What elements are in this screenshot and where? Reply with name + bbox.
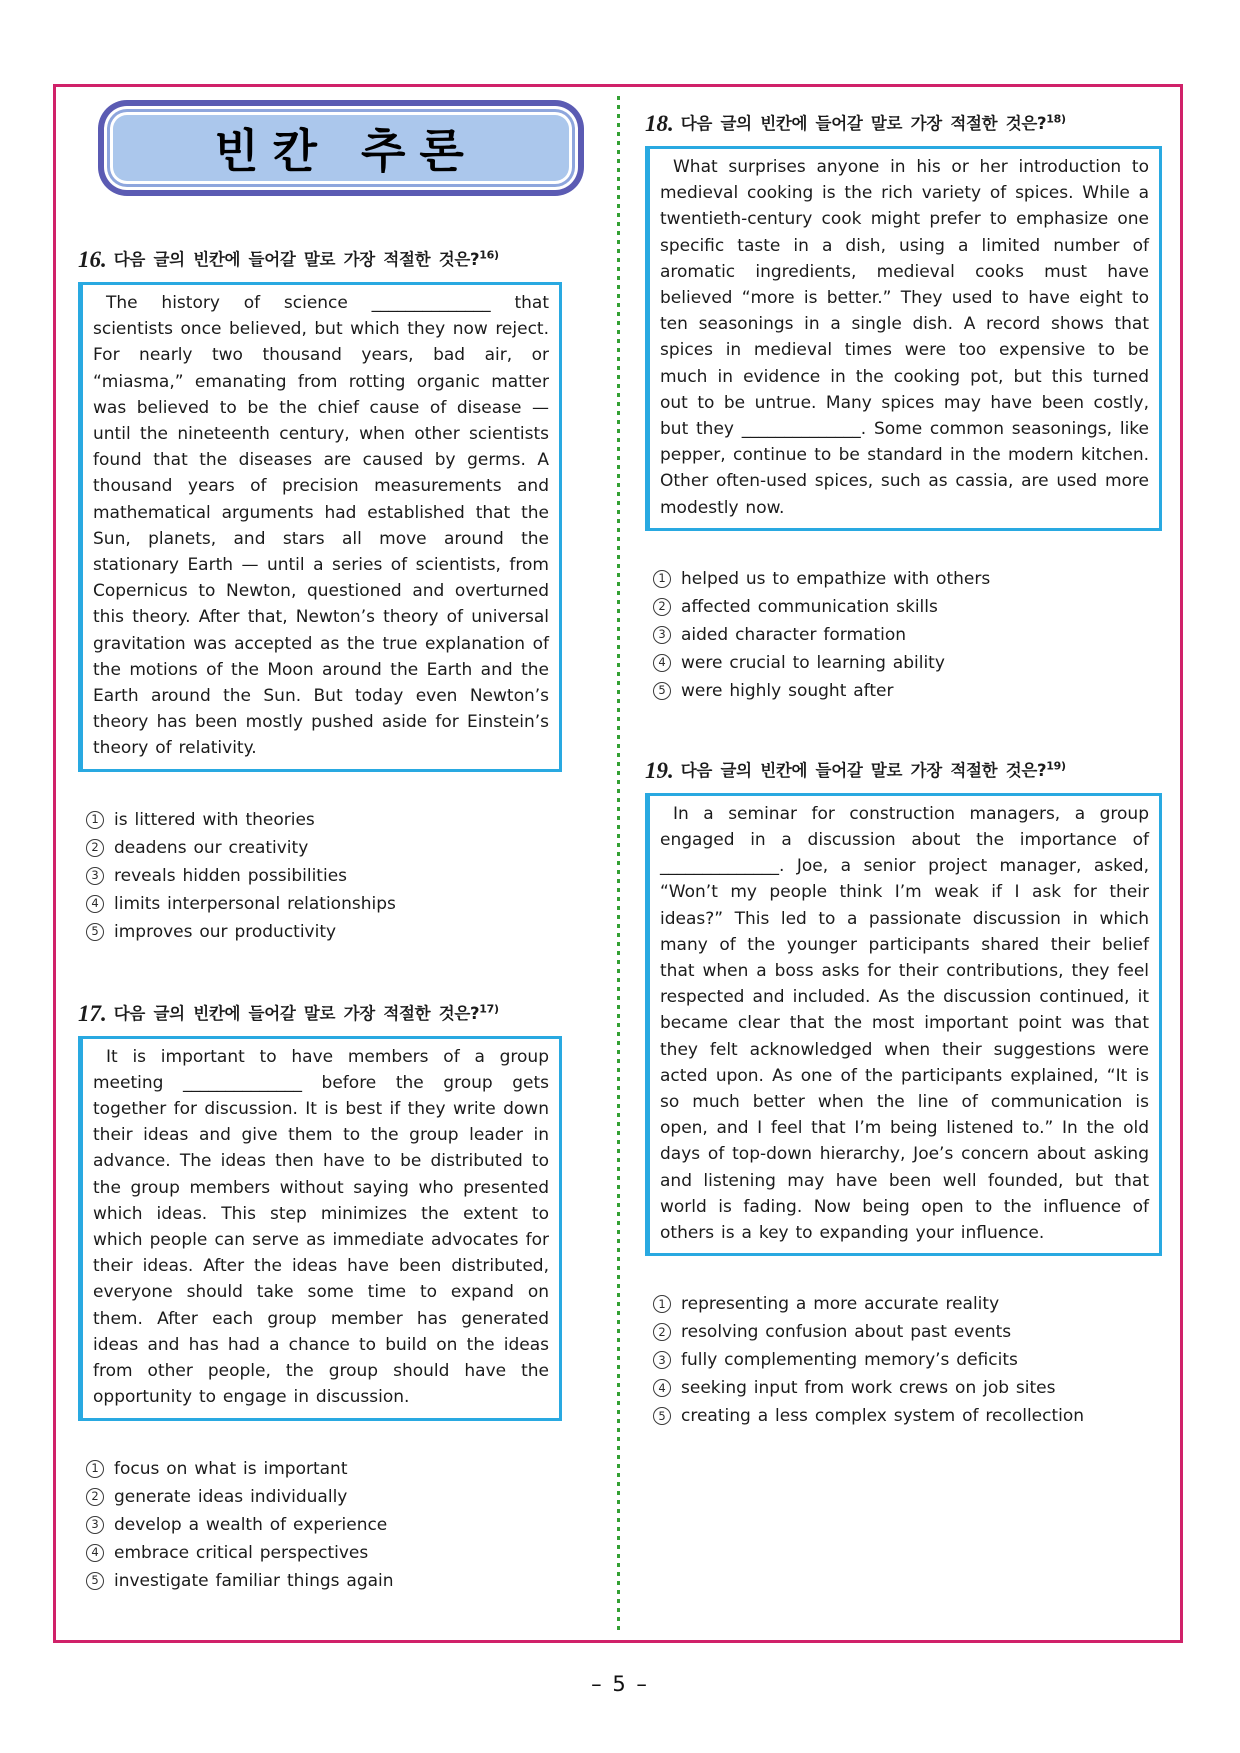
option-2 [645, 593, 1162, 621]
spacer [645, 705, 1162, 759]
circled-number-icon: 1 [653, 570, 671, 588]
footnote-marker: 16) [479, 248, 499, 262]
option-1 [645, 1290, 1162, 1318]
option-text: fully complementing memory’s deficits [681, 1350, 1018, 1371]
section-banner [113, 115, 569, 181]
page-number: – 5 – [591, 1672, 649, 1696]
question-19-heading [645, 759, 1162, 787]
option-text: generate ideas individually [114, 1486, 348, 1507]
circled-number-icon: 2 [653, 1323, 671, 1341]
options-list [645, 1290, 1162, 1430]
circled-number-icon: 2 [86, 1488, 104, 1506]
question-17-heading [78, 1002, 562, 1030]
option-5 [645, 677, 1162, 705]
question-number: 18. [645, 111, 674, 136]
option-5 [78, 918, 562, 946]
left-column [78, 248, 562, 1595]
circled-number-icon: 5 [86, 923, 104, 941]
circled-number-icon: 1 [653, 1295, 671, 1313]
question-prompt [114, 1002, 499, 1026]
options-list [645, 565, 1162, 705]
passage-box [645, 793, 1162, 1256]
question-18-heading [645, 112, 1162, 140]
circled-number-icon: 1 [86, 811, 104, 829]
passage-text: What surprises anyone in his or her introduction to medieval cooking is the rich variety of spices. While a twentieth-century cook might prefer to emphasize one specific taste in a dish, using a limited number of aromatic ingredients, medieval cooks must have believed “more is better.” They used to have eight to ten seasonings in a single dish. A record shows that spices in medieval times were too expensive to be much in evidence in the cooking pot, but this turned out to be untrue. Many spices may have been costly, but they ______________. Some common seasonings, like pepper, continue to be standard in the modern kitchen. Other often-used spices, such as cassia, are used more modestly now. [660, 157, 1149, 518]
question-number: 16. [78, 247, 107, 272]
option-2 [78, 834, 562, 862]
option-text: affected communication skills [681, 596, 938, 617]
option-text: seeking input from work crews on job sites [681, 1378, 1056, 1399]
option-text: deadens our creativity [114, 837, 309, 858]
option-4 [78, 890, 562, 918]
circled-number-icon: 4 [86, 1544, 104, 1562]
option-3 [645, 621, 1162, 649]
circled-number-icon: 3 [653, 1351, 671, 1369]
options-list [78, 1455, 562, 1595]
footnote-marker: 19) [1046, 759, 1066, 773]
footnote-marker: 18) [1046, 112, 1066, 126]
circled-number-icon: 4 [653, 654, 671, 672]
question-number: 19. [645, 757, 674, 783]
option-2 [645, 1318, 1162, 1346]
option-3 [645, 1346, 1162, 1374]
circled-number-icon: 4 [653, 1379, 671, 1397]
option-1 [645, 565, 1162, 593]
circled-number-icon: 2 [86, 839, 104, 857]
option-5 [645, 1402, 1162, 1430]
question-19 [645, 759, 1162, 1430]
options-list [78, 806, 562, 946]
spacer [78, 946, 562, 1002]
option-text: improves our productivity [114, 921, 337, 942]
option-1 [78, 1455, 562, 1483]
option-4 [78, 1539, 562, 1567]
option-3 [78, 1511, 562, 1539]
passage-text: In a seminar for construction managers, a group engaged in a discussion about the importance of ______________. Joe, a senior project manager, asked, “Won’t my people think I’m weak if I ask for their ideas?” This led to a passionate discussion in which many of the younger participants shared their belief that when a boss asks for their contributions, they feel respected and included. As the discussion continued, it became clear that the most important point was that they felt acknowledged when their suggestions were acted upon. As one of the participants explained, “It is so much better when the line of communication is open, and I feel that I’m being listened to.” In the old days of top-down hierarchy, Joe’s concern about asking and listening may have been well founded, but that world is fading. Now being open to the influence of others is a key to expanding your influence. [660, 803, 1149, 1244]
column-divider [617, 96, 620, 1631]
option-text: aided character formation [681, 624, 907, 645]
question-18 [645, 112, 1162, 705]
circled-number-icon: 5 [653, 682, 671, 700]
option-text: reveals hidden possibilities [114, 865, 348, 886]
passage-text: The history of science ______________ that scientists once believed, but which they now reject. For nearly two thousand years, bad air, or “miasma,” emanating from rotting organic matter was believed to be the chief cause of disease — until the nineteenth century, when other scientists found that the diseases are caused by germs. A thousand years of precision measurements and mathematical arguments had established that the Sun, planets, and stars all move around the stationary Earth — until a series of scientists, from Copernicus to Newton, questioned and overturned this theory. After that, Newton’s theory of universal gravitation was accepted as the true explanation of the motions of the Moon around the Earth and the Earth around the Sun. But today even Newton’s theory has been mostly pushed aside for Einstein’s theory of relativity. [93, 293, 549, 759]
option-text: is littered with theories [114, 809, 315, 830]
circled-number-icon: 3 [86, 1516, 104, 1534]
question-prompt-text: 다음 글의 빈칸에 들어갈 말로 가장 적절한 것은? [680, 760, 1047, 780]
question-prompt [681, 759, 1066, 783]
circled-number-icon: 4 [86, 895, 104, 913]
question-prompt-text: 다음 글의 빈칸에 들어갈 말로 가장 적절한 것은? [113, 1003, 480, 1023]
right-column [645, 112, 1162, 1430]
circled-number-icon: 1 [86, 1460, 104, 1478]
option-text: creating a less complex system of recollection [681, 1406, 1085, 1427]
passage-text: It is important to have members of a group meeting ______________ before the group gets together for discussion. It is best if they write down their ideas and give them to the group leader in advance. The ideas then have to be distributed to the group members without saying who presented which ideas. This step minimizes the extent to which people can serve as immediate advocates for their ideas. After the ideas have been distributed, everyone should take some time to expand on them. After each group member has generated ideas and has had a chance to build on the ideas from other people, the group should have the opportunity to engage in discussion. [93, 1046, 549, 1408]
option-2 [78, 1483, 562, 1511]
question-prompt-text: 다음 글의 빈칸에 들어갈 말로 가장 적절한 것은? [680, 114, 1047, 133]
option-5 [78, 1567, 562, 1595]
circled-number-icon: 3 [86, 867, 104, 885]
option-4 [645, 649, 1162, 677]
passage-box [78, 1036, 562, 1421]
option-text: resolving confusion about past events [681, 1322, 1012, 1343]
circled-number-icon: 2 [653, 598, 671, 616]
option-text: representing a more accurate reality [681, 1294, 1000, 1315]
question-17 [78, 1002, 562, 1595]
question-prompt [114, 248, 499, 272]
option-text: were crucial to learning ability [681, 652, 945, 673]
passage-box [78, 282, 562, 772]
option-text: were highly sought after [681, 680, 894, 701]
option-text: helped us to empathize with others [681, 568, 991, 589]
option-text: focus on what is important [114, 1458, 348, 1479]
option-text: embrace critical perspectives [114, 1542, 369, 1563]
option-3 [78, 862, 562, 890]
footnote-marker: 17) [479, 1002, 499, 1016]
option-4 [645, 1374, 1162, 1402]
option-text: develop a wealth of experience [114, 1514, 388, 1535]
passage-box [645, 146, 1162, 531]
option-text: investigate familiar things again [114, 1570, 394, 1591]
section-title: 빈칸 추론 [214, 124, 478, 178]
question-prompt [681, 112, 1066, 136]
question-16 [78, 248, 562, 946]
question-prompt-text: 다음 글의 빈칸에 들어갈 말로 가장 적절한 것은? [113, 250, 480, 269]
question-16-heading [78, 248, 562, 276]
circled-number-icon: 5 [86, 1572, 104, 1590]
option-1 [78, 806, 562, 834]
circled-number-icon: 5 [653, 1407, 671, 1425]
question-number: 17. [78, 1000, 107, 1026]
circled-number-icon: 3 [653, 626, 671, 644]
option-text: limits interpersonal relationships [114, 893, 396, 914]
